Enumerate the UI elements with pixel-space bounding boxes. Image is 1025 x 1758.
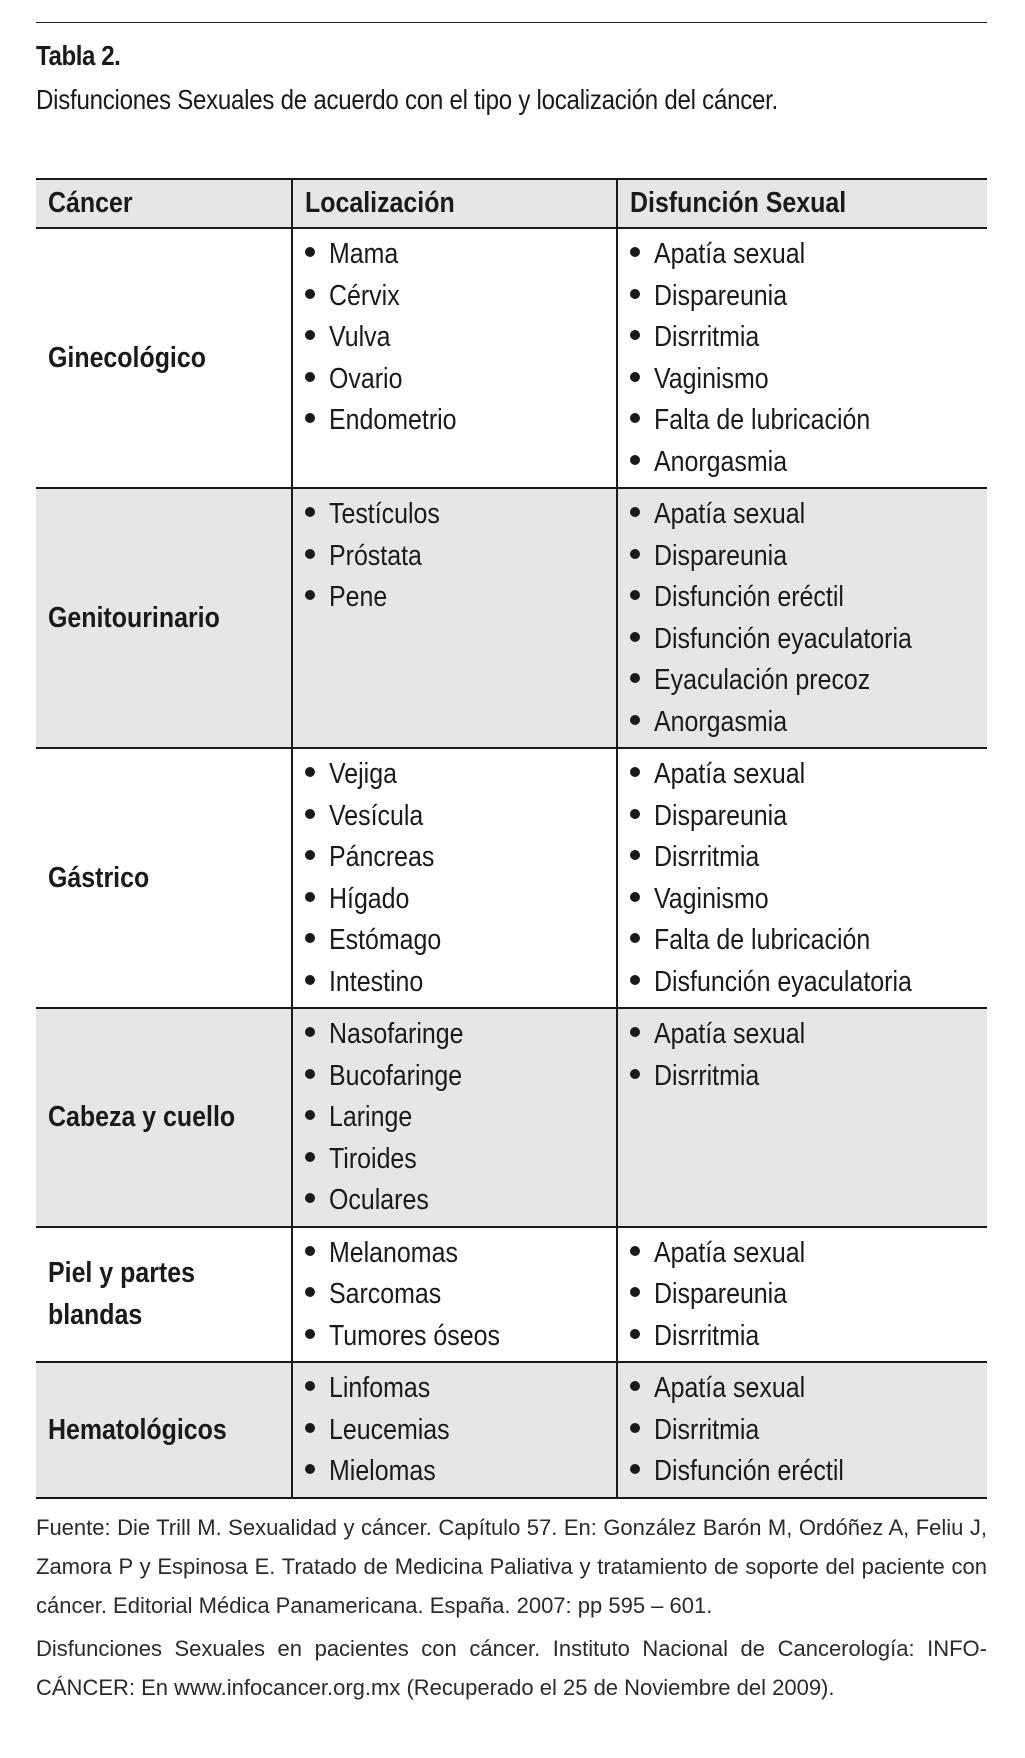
localization-cell — [292, 488, 617, 748]
bullet-icon — [630, 507, 640, 517]
column-header-disfuncion: Disfunción Sexual — [617, 179, 987, 228]
column-header-localizacion: Localización — [292, 179, 617, 228]
localization-item — [305, 1014, 616, 1056]
localization-item-text: Intestino — [329, 965, 424, 998]
cancer-type-label: Genitourinario — [48, 602, 220, 634]
localization-item-text: Laringe — [329, 1101, 413, 1133]
dysfunction-table — [36, 178, 987, 1499]
localization-item — [305, 234, 616, 276]
dysfunction-item — [630, 234, 987, 276]
dysfunction-item-text: Dispareunia — [654, 1278, 788, 1310]
bullet-icon — [630, 413, 640, 423]
cancer-type-cell — [36, 228, 292, 488]
localization-item — [305, 962, 616, 1004]
cancer-type-cell — [36, 1227, 292, 1363]
bullet-icon — [305, 933, 315, 943]
bullet-icon — [630, 1069, 640, 1079]
cancer-type-label: Hematológicos — [48, 1413, 227, 1446]
dysfunction-item — [630, 1410, 987, 1452]
table-row — [36, 1008, 987, 1227]
dysfunction-cell-list — [618, 1014, 987, 1097]
dysfunction-item — [630, 837, 987, 879]
bullet-icon — [630, 455, 640, 465]
bullet-icon — [630, 1246, 640, 1256]
localization-item — [305, 577, 616, 619]
dysfunction-item-text: Disrritmia — [654, 1319, 760, 1352]
localization-item-text: Tumores óseos — [329, 1319, 500, 1352]
dysfunction-item-text: Disfunción eyaculatoria — [654, 965, 912, 998]
bullet-icon — [630, 549, 640, 559]
column-header-cancer: Cáncer — [36, 179, 292, 228]
dysfunction-cell — [617, 1362, 987, 1498]
table-row — [36, 1362, 987, 1498]
localization-item-text: Mama — [329, 238, 399, 270]
table-row — [36, 1227, 987, 1363]
dysfunction-item-text: Dispareunia — [654, 279, 788, 312]
bullet-icon — [305, 850, 315, 860]
localization-item — [305, 276, 616, 318]
bullet-icon — [305, 1027, 315, 1037]
table-title: Tabla 2. — [36, 40, 121, 71]
dysfunction-item-text: Disfunción eréctil — [654, 581, 844, 613]
bullet-icon — [305, 1110, 315, 1120]
localization-item-text: Cérvix — [329, 279, 400, 312]
bullet-icon — [630, 892, 640, 902]
cancer-type-label: Cabeza y cuello — [48, 1101, 236, 1134]
localization-item-text: Sarcomas — [329, 1278, 442, 1310]
bullet-icon — [630, 372, 640, 382]
localization-item — [305, 1451, 616, 1493]
bullet-icon — [630, 1027, 640, 1037]
localization-item-text: Linfomas — [329, 1372, 431, 1404]
cancer-type-cell — [36, 1362, 292, 1498]
localization-cell — [292, 748, 617, 1008]
table-subtitle: Disfunciones Sexuales de acuerdo con el tipo y localización del cáncer. — [36, 84, 778, 115]
dysfunction-item — [630, 494, 987, 536]
cancer-type-label: Ginecológico — [48, 342, 206, 374]
bullet-icon — [305, 809, 315, 819]
localization-item — [305, 1056, 616, 1098]
bullet-icon — [630, 850, 640, 860]
localization-item-text: Vesícula — [329, 799, 424, 832]
dysfunction-cell — [617, 1008, 987, 1227]
dysfunction-item — [630, 1451, 987, 1493]
bullet-icon — [305, 1464, 315, 1474]
localization-cell-list — [293, 1233, 616, 1358]
localization-item — [305, 494, 616, 536]
dysfunction-cell — [617, 748, 987, 1008]
dysfunction-item — [630, 1056, 987, 1098]
dysfunction-cell-list — [618, 234, 987, 483]
dysfunction-item-text: Disfunción eyaculatoria — [654, 622, 912, 655]
bullet-icon — [305, 1287, 315, 1297]
localization-item — [305, 920, 616, 962]
dysfunction-item-text: Anorgasmia — [654, 705, 788, 738]
localization-item — [305, 1410, 616, 1452]
bullet-icon — [630, 1329, 640, 1339]
localization-item — [305, 1097, 616, 1139]
dysfunction-item-text: Disfunción eréctil — [654, 1455, 844, 1487]
localization-cell-list — [293, 1368, 616, 1493]
dysfunction-item — [630, 577, 987, 619]
dysfunction-item-text: Dispareunia — [654, 539, 788, 572]
dysfunction-item — [630, 359, 987, 401]
localization-item — [305, 1274, 616, 1316]
dysfunction-cell — [617, 228, 987, 488]
localization-item-text: Pene — [329, 581, 388, 613]
dysfunction-cell-list — [618, 754, 987, 1003]
bullet-icon — [305, 590, 315, 600]
bullet-icon — [305, 892, 315, 902]
dysfunction-item-text: Disrritmia — [654, 321, 760, 353]
dysfunction-item-text: Eyaculación precoz — [654, 664, 871, 696]
bullet-icon — [630, 590, 640, 600]
dysfunction-item — [630, 276, 987, 318]
bullet-icon — [305, 507, 315, 517]
localization-item — [305, 837, 616, 879]
bullet-icon — [630, 1381, 640, 1391]
dysfunction-item-text: Apatía sexual — [654, 1018, 806, 1050]
dysfunction-item — [630, 1368, 987, 1410]
bullet-icon — [305, 413, 315, 423]
bullet-icon — [630, 632, 640, 642]
localization-item-text: Bucofaringe — [329, 1059, 463, 1092]
localization-cell-list — [293, 1014, 616, 1222]
dysfunction-cell — [617, 488, 987, 748]
footnote-reference: Disfunciones Sexuales en pacientes con cáncer. Instituto Nacional de Cancerología: INFO-CÁNCER: En www.infocancer.org.mx (Recuperado el 25 de Noviembre del 2009). — [36, 1636, 987, 1700]
bullet-icon — [305, 289, 315, 299]
localization-item-text: Testículos — [329, 498, 440, 530]
bullet-icon — [305, 767, 315, 777]
bullet-icon — [630, 289, 640, 299]
localization-item — [305, 1233, 616, 1275]
localization-item — [305, 796, 616, 838]
bullet-icon — [305, 1152, 315, 1162]
cancer-type-cell — [36, 488, 292, 748]
dysfunction-item-text: Disrritmia — [654, 841, 760, 873]
dysfunction-item-text: Falta de lubricación — [654, 924, 871, 956]
localization-item — [305, 536, 616, 578]
dysfunction-cell-list — [618, 1233, 987, 1358]
dysfunction-item-text: Falta de lubricación — [654, 404, 871, 436]
dysfunction-item-text: Apatía sexual — [654, 238, 806, 270]
table-row — [36, 228, 987, 488]
bullet-icon — [305, 1381, 315, 1391]
dysfunction-cell-list — [618, 1368, 987, 1493]
dysfunction-item — [630, 317, 987, 359]
localization-item — [305, 754, 616, 796]
footnotes — [36, 1508, 987, 1711]
localization-item — [305, 1139, 616, 1181]
bullet-icon — [630, 673, 640, 683]
dysfunction-item — [630, 1274, 987, 1316]
localization-cell-list — [293, 234, 616, 442]
localization-item — [305, 1368, 616, 1410]
table-header-row — [36, 179, 987, 228]
bullet-icon — [630, 1423, 640, 1433]
localization-item — [305, 1180, 616, 1222]
localization-cell — [292, 1227, 617, 1363]
bullet-icon — [630, 247, 640, 257]
dysfunction-item — [630, 702, 987, 744]
dysfunction-item — [630, 619, 987, 661]
localization-item-text: Vejiga — [329, 758, 397, 790]
bullet-icon — [630, 933, 640, 943]
localization-item — [305, 879, 616, 921]
dysfunction-item-text: Vaginismo — [654, 362, 769, 395]
footnote-source: Fuente: Die Trill M. Sexualidad y cáncer. Capítulo 57. En: González Barón M, Ordóñez A, Feliu J, Zamora P y Espinosa E. Tratado de Medicina Paliativa y tratamiento de soporte del paciente con cáncer. Editorial Médica Panamericana. España. 2007: pp 595 – 601. — [36, 1515, 987, 1618]
cancer-type-label: Piel y partes blandas — [48, 1257, 195, 1332]
dysfunction-item-text: Apatía sexual — [654, 758, 806, 790]
dysfunction-item — [630, 796, 987, 838]
dysfunction-cell — [617, 1227, 987, 1363]
localization-item-text: Melanomas — [329, 1236, 458, 1269]
bullet-icon — [305, 1069, 315, 1079]
bullet-icon — [305, 1193, 315, 1203]
dysfunction-item — [630, 754, 987, 796]
localization-item-text: Oculares — [329, 1184, 429, 1216]
table-row — [36, 488, 987, 748]
dysfunction-item — [630, 920, 987, 962]
localization-item-text: Ovario — [329, 362, 403, 395]
localization-item-text: Estómago — [329, 924, 442, 956]
dysfunction-item — [630, 442, 987, 484]
bullet-icon — [630, 809, 640, 819]
bullet-icon — [305, 1329, 315, 1339]
bullet-icon — [630, 975, 640, 985]
dysfunction-item-text: Anorgasmia — [654, 445, 788, 478]
dysfunction-item-text: Disrritmia — [654, 1413, 760, 1446]
localization-item — [305, 317, 616, 359]
dysfunction-item — [630, 962, 987, 1004]
localization-item-text: Mielomas — [329, 1455, 436, 1487]
localization-item-text: Leucemias — [329, 1413, 450, 1446]
localization-item-text: Hígado — [329, 882, 410, 915]
dysfunction-item-text: Apatía sexual — [654, 498, 806, 530]
localization-item-text: Nasofaringe — [329, 1018, 464, 1050]
dysfunction-item — [630, 1316, 987, 1358]
bullet-icon — [305, 549, 315, 559]
dysfunction-item-text: Dispareunia — [654, 799, 788, 832]
dysfunction-item — [630, 879, 987, 921]
dysfunction-item — [630, 660, 987, 702]
cancer-type-cell — [36, 1008, 292, 1227]
cancer-type-label: Gástrico — [48, 862, 150, 894]
localization-item-text: Vulva — [329, 321, 391, 353]
dysfunction-item-text: Apatía sexual — [654, 1372, 806, 1404]
localization-cell — [292, 228, 617, 488]
bullet-icon — [305, 1246, 315, 1256]
localization-cell-list — [293, 494, 616, 619]
bullet-icon — [630, 330, 640, 340]
localization-cell — [292, 1008, 617, 1227]
localization-cell — [292, 1362, 617, 1498]
localization-item-text: Tiroides — [329, 1142, 417, 1175]
bullet-icon — [630, 767, 640, 777]
bullet-icon — [305, 372, 315, 382]
localization-item-text: Páncreas — [329, 841, 435, 873]
bullet-icon — [630, 1464, 640, 1474]
localization-cell-list — [293, 754, 616, 1003]
dysfunction-item-text: Apatía sexual — [654, 1236, 806, 1269]
dysfunction-item-text: Disrritmia — [654, 1059, 760, 1092]
bullet-icon — [305, 975, 315, 985]
bullet-icon — [305, 1423, 315, 1433]
dysfunction-item — [630, 536, 987, 578]
dysfunction-cell-list — [618, 494, 987, 743]
bullet-icon — [630, 715, 640, 725]
bullet-icon — [630, 1287, 640, 1297]
table-row — [36, 748, 987, 1008]
localization-item-text: Endometrio — [329, 404, 457, 436]
bullet-icon — [305, 247, 315, 257]
localization-item — [305, 1316, 616, 1358]
cancer-type-cell — [36, 748, 292, 1008]
top-rule — [36, 22, 987, 23]
dysfunction-item — [630, 1233, 987, 1275]
bullet-icon — [305, 330, 315, 340]
localization-item — [305, 359, 616, 401]
localization-item-text: Próstata — [329, 539, 422, 572]
dysfunction-item — [630, 400, 987, 442]
dysfunction-item-text: Vaginismo — [654, 882, 769, 915]
dysfunction-item — [630, 1014, 987, 1056]
localization-item — [305, 400, 616, 442]
